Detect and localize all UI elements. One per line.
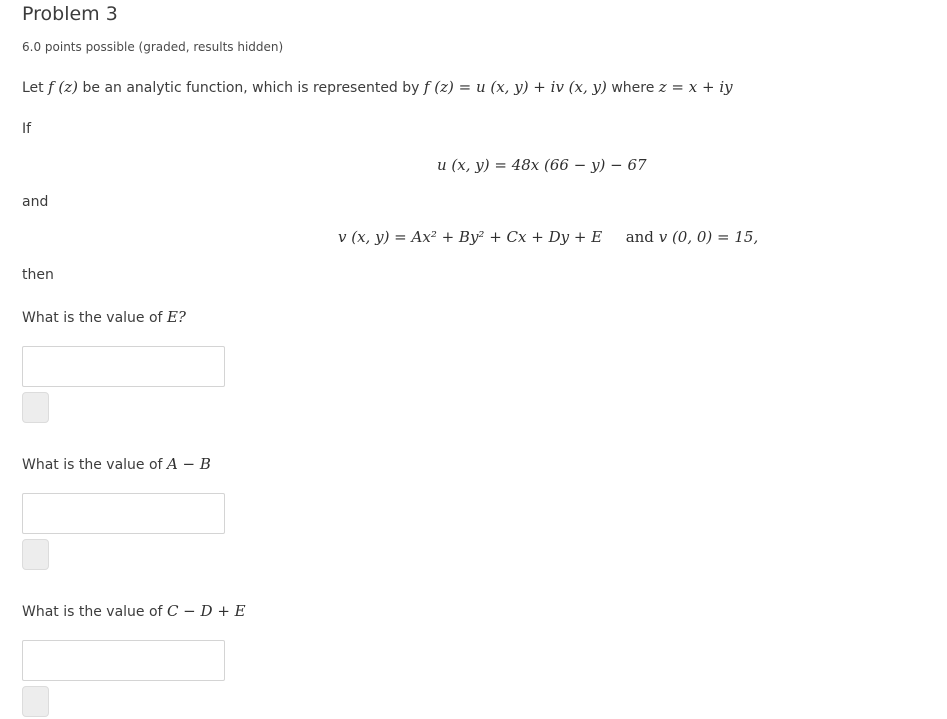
if-label: If — [22, 121, 32, 137]
statement-representation: f (z) = u (x, y) + iv (x, y) — [423, 78, 607, 96]
question-3-expr: C − D + E — [166, 602, 246, 620]
statement-f-of-z: f (z) — [48, 78, 79, 96]
question-1-expr: E? — [166, 308, 186, 326]
statement-intro-mid: be an analytic function, which is represented by — [82, 80, 420, 96]
question-2 — [22, 455, 211, 473]
v-condition: v (0, 0) = 15, — [658, 228, 759, 246]
answer-input-1[interactable] — [22, 346, 225, 387]
then-label: then — [22, 267, 54, 283]
submit-button-2[interactable] — [22, 539, 49, 570]
submit-button-3[interactable] — [22, 686, 49, 717]
answer-input-2[interactable] — [22, 493, 225, 534]
statement-let: Let — [22, 80, 44, 96]
statement-where: where — [611, 80, 655, 96]
problem-title: Problem 3 — [22, 3, 118, 25]
question-3-prefix: What is the value of — [22, 604, 163, 620]
submit-button-1[interactable] — [22, 392, 49, 423]
v-condition-and: and — [625, 228, 654, 246]
statement-line — [22, 78, 733, 96]
question-1-prefix: What is the value of — [22, 310, 163, 326]
v-equation: v (x, y) = Ax² + By² + Cx + Dy + E — [338, 228, 603, 246]
question-3 — [22, 602, 246, 620]
question-2-expr: A − B — [166, 455, 211, 473]
question-2-prefix: What is the value of — [22, 457, 163, 473]
points-info: 6.0 points possible (graded, results hidden) — [22, 40, 284, 54]
answer-input-3[interactable] — [22, 640, 225, 681]
question-1 — [22, 308, 186, 326]
u-equation: u (x, y) = 48x (66 − y) − 67 — [437, 156, 647, 174]
v-equation-line — [338, 228, 758, 246]
statement-z-definition: z = x + iy — [658, 78, 733, 96]
and-label: and — [22, 194, 49, 210]
